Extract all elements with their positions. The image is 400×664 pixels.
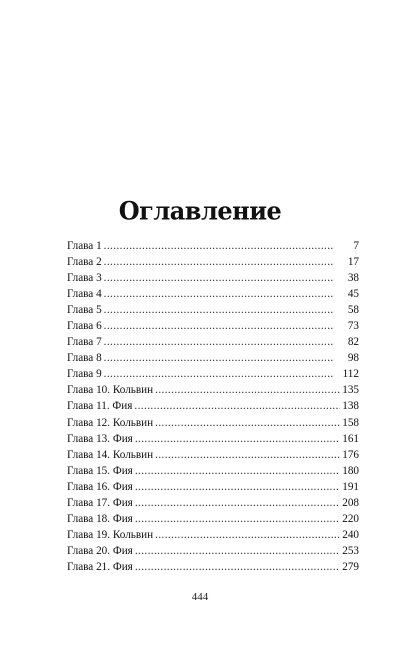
toc-dot-leader <box>135 543 340 559</box>
toc-entry <box>67 559 359 575</box>
toc-entry-label: Глава 20. Фия <box>67 544 133 557</box>
toc-entry-label: Глава 9 <box>67 368 102 381</box>
toc-entry-label: Глава 11. Фия <box>67 400 133 413</box>
toc-dot-leader <box>104 254 346 270</box>
toc-entry-page: 17 <box>347 256 359 269</box>
toc-entry-label: Глава 16. Фия <box>67 480 133 493</box>
toc-dot-leader <box>155 382 340 398</box>
toc-entry <box>67 318 359 334</box>
toc-entry-page: 253 <box>342 544 359 557</box>
toc-entry-label: Глава 18. Фия <box>67 512 133 525</box>
toc-dot-leader <box>104 366 341 382</box>
toc-entry-label: Глава 5 <box>67 304 102 317</box>
toc-dot-leader <box>104 350 346 366</box>
toc-entry <box>67 415 359 431</box>
toc-entry <box>67 334 359 350</box>
toc-dot-leader <box>135 559 340 575</box>
toc-entry-page: 158 <box>342 416 359 429</box>
toc-entry-page: 73 <box>347 320 359 333</box>
toc-entry <box>67 511 359 527</box>
toc-entry-page: 180 <box>342 464 359 477</box>
toc-dot-leader <box>104 302 346 318</box>
toc-dot-leader <box>104 286 346 302</box>
toc-dot-leader <box>135 511 340 527</box>
toc-entry-label: Глава 10. Кольвин <box>67 384 154 397</box>
toc-dot-leader <box>135 431 340 447</box>
toc-dot-leader <box>155 415 340 431</box>
toc-entry <box>67 302 359 318</box>
toc-entry <box>67 238 359 254</box>
table-of-contents <box>67 238 359 575</box>
toc-entry <box>67 447 359 463</box>
toc-entry <box>67 286 359 302</box>
toc-entry-label: Глава 15. Фия <box>67 464 133 477</box>
toc-entry-page: 208 <box>342 496 359 509</box>
toc-dot-leader <box>104 270 346 286</box>
toc-entry-label: Глава 14. Кольвин <box>67 448 154 461</box>
toc-entry-page: 45 <box>347 288 359 301</box>
toc-entry-page: 161 <box>342 432 359 445</box>
toc-entry-label: Глава 12. Кольвин <box>67 416 154 429</box>
toc-entry-label: Глава 19. Кольвин <box>67 528 154 541</box>
toc-entry <box>67 382 359 398</box>
toc-entry <box>67 463 359 479</box>
toc-dot-leader <box>104 238 352 254</box>
toc-dot-leader <box>135 495 340 511</box>
toc-entry <box>67 543 359 559</box>
toc-entry <box>67 270 359 286</box>
toc-entry-page: 98 <box>347 352 359 365</box>
toc-entry-label: Глава 21. Фия <box>67 560 133 573</box>
toc-entry-page: 176 <box>342 448 359 461</box>
toc-entry-page: 135 <box>342 384 359 397</box>
toc-entry-page: 138 <box>342 400 359 413</box>
toc-entry-label: Глава 6 <box>67 320 102 333</box>
toc-dot-leader <box>104 334 346 350</box>
toc-entry-label: Глава 2 <box>67 256 102 269</box>
toc-entry-page: 82 <box>347 336 359 349</box>
toc-dot-leader <box>104 318 346 334</box>
toc-entry <box>67 479 359 495</box>
toc-entry-page: 58 <box>347 304 359 317</box>
toc-entry-label: Глава 3 <box>67 272 102 285</box>
toc-entry <box>67 527 359 543</box>
toc-entry-page: 7 <box>353 240 359 252</box>
toc-entry-page: 112 <box>342 368 359 381</box>
toc-entry-label: Глава 4 <box>67 288 102 301</box>
toc-dot-leader <box>155 447 340 463</box>
toc-entry-label: Глава 13. Фия <box>67 432 133 445</box>
toc-entry <box>67 398 359 414</box>
toc-entry-page: 279 <box>342 560 359 573</box>
toc-entry-label: Глава 7 <box>67 336 102 349</box>
toc-entry-page: 220 <box>342 512 359 525</box>
toc-entry-page: 240 <box>342 528 359 541</box>
toc-entry <box>67 366 359 382</box>
toc-dot-leader <box>135 463 340 479</box>
toc-entry <box>67 495 359 511</box>
toc-dot-leader <box>135 479 340 495</box>
toc-dot-leader <box>155 527 340 543</box>
toc-entry-label: Глава 8 <box>67 352 102 365</box>
toc-entry <box>67 254 359 270</box>
page-number: 444 <box>191 591 209 603</box>
toc-title: Оглавление <box>118 195 282 226</box>
toc-dot-leader <box>134 398 340 414</box>
toc-entry-label: Глава 1 <box>67 240 102 252</box>
toc-entry-page: 191 <box>342 480 359 493</box>
toc-entry-page: 38 <box>347 272 359 285</box>
toc-entry <box>67 431 359 447</box>
toc-entry <box>67 350 359 366</box>
toc-entry-label: Глава 17. Фия <box>67 496 133 509</box>
